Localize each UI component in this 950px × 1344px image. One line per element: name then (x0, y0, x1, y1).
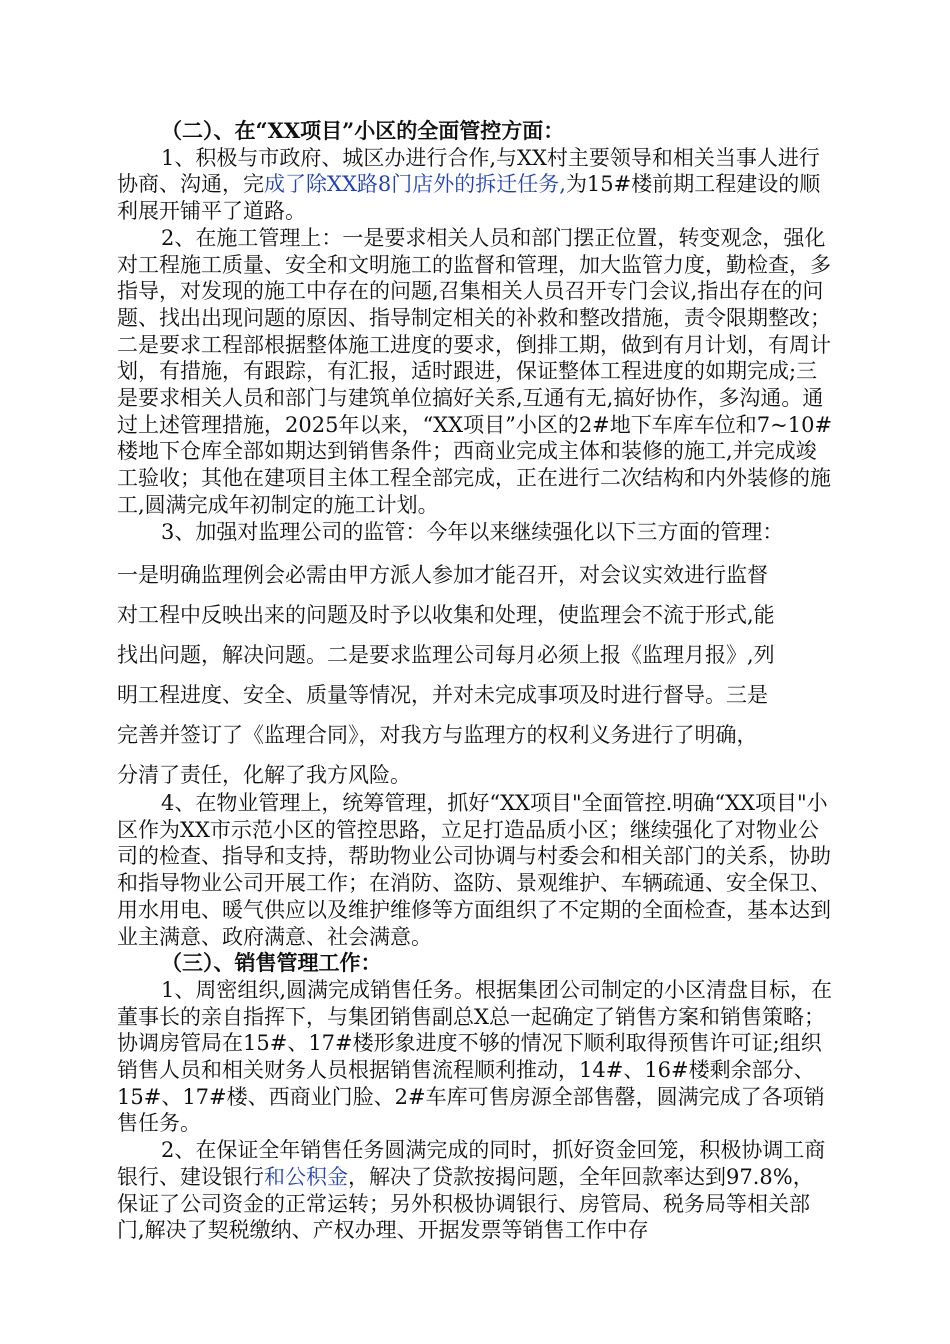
paragraph-demolition-highlight: 成了除XX路8门店外的拆迁任务, (264, 172, 566, 197)
section-heading-2: （二）、在“XX项目”小区的全面管控方面： (161, 118, 565, 143)
section-3 (117, 790, 833, 1244)
paragraph-property-management: 4、在物业管理上，统筹管理，抓好“XX项目"全面管控.明确“XX项目"小区作为XX市示范小区的管控思路，立足打造品质小区；继续强化了对物业公司的检查、指导和支持，帮助物业公司协调与村委会和相关部门的关系，协助和指导物业公司开展工作；在消防、盗防、景观维护、车辆疏通、安全保卫、用水用电、暖气供应以及维护维修等方面组织了不定期的全面检查，基本达到业主满意、政府满意、社会满意。 (117, 791, 831, 949)
paragraph-funds-after: ，解决了贷款按揭问题，全年回款率达到97.8%，保证了公司资金的正常运转；另外积极协调银行、房管局、税务局等相关部门,解决了契税缴纳、产权办理、开据发票等销售工作中存 (117, 1164, 814, 1243)
supervision-line: 找出问题，解决问题。二是要求监理公司每月必须上报《监理月报》,列 (117, 643, 775, 667)
paragraph-demolition (117, 145, 833, 225)
section-heading-3: （三）、销售管理工作： (161, 950, 382, 976)
paragraph-demolition-before: 1、积极与市政府、城区办进行合作,与XX村主要领导和相关当事人进行协商、沟通，完 (117, 145, 820, 197)
supervision-line: 完善并签订了《监理合同》，对我方与监理方的权利义务进行了明确， (117, 723, 758, 747)
paragraph-funds (117, 1137, 833, 1244)
paragraph-funds-before: 2、在保证全年销售任务圆满完成的同时，抓好资金回笼，积极协调工商银行、建设银行 (117, 1138, 826, 1189)
supervision-line: 对工程中反映出来的问题及时予以收集和处理，使监理会不流于形式,能 (117, 603, 775, 627)
supervision-line: 明工程进度、安全、质量等情况，并对未完成事项及时进行督导。三是 (117, 683, 768, 707)
paragraph-sales: 1、周密组织,圆满完成销售任务。根据集团公司制定的小区清盘目标，在董事长的亲自指挥下，与集团销售副总X总一起确定了销售方案和销售策略；协调房管局在15#、17#楼形象进度不够的情况下顺利取得预售许可证;组织销售人员和相关财务人员根据销售流程顺利推动，14#、16#楼剩余部分、15#、17#楼、西商业门脸、2#车库可售房源全部售罄，圆满完成了各项销售任务。 (117, 977, 833, 1136)
paragraph-demolition-after: 为15#楼前期工程建设的顺利展开铺平了道路。 (117, 172, 821, 224)
supervision-line: 分清了责任，化解了我方风险。 (117, 763, 411, 787)
section-2 (117, 118, 833, 545)
paragraph-funds-highlight: 和公积金 (264, 1164, 348, 1189)
supervision-line: 一是明确监理例会必需由甲方派人参加才能召开，对会议实效进行监督 (117, 563, 768, 587)
paragraph-construction: 2、在施工管理上：一是要求相关人员和部门摆正位置，转变观念，强化对工程施工质量、安全和文明施工的监督和管理，加大监管力度，勤检查，多指导，对发现的施工中存在的问题,召集相关人员召开专门会议,指出存在的问题、找出出现问题的原因、指导制定相关的补救和整改措施，责令限期整改；二是要求工程部根据整体施工进度的要求，倒排工期，做到有月计划，有周计划，有措施，有跟踪，有汇报，适时跟进，保证整体工程进度的如期完成;三是要求相关人员和部门与建筑单位搞好关系,互通有无,搞好协作，多沟通。通过上述管理措施，2025年以来，“XX项目”小区的2#地下车库车位和7~10#楼地下仓库全部如期达到销售条件；西商业完成主体和装修的施工,并完成竣工验收；其他在建项目主体工程全部完成，正在进行二次结构和内外装修的施工,圆满完成年初制定的施工计划。 (117, 225, 833, 517)
paragraph-supervision-intro: 3、加强对监理公司的监管：今年以来继续强化以下三方面的管理： (161, 519, 784, 544)
supervision-details (117, 555, 833, 795)
